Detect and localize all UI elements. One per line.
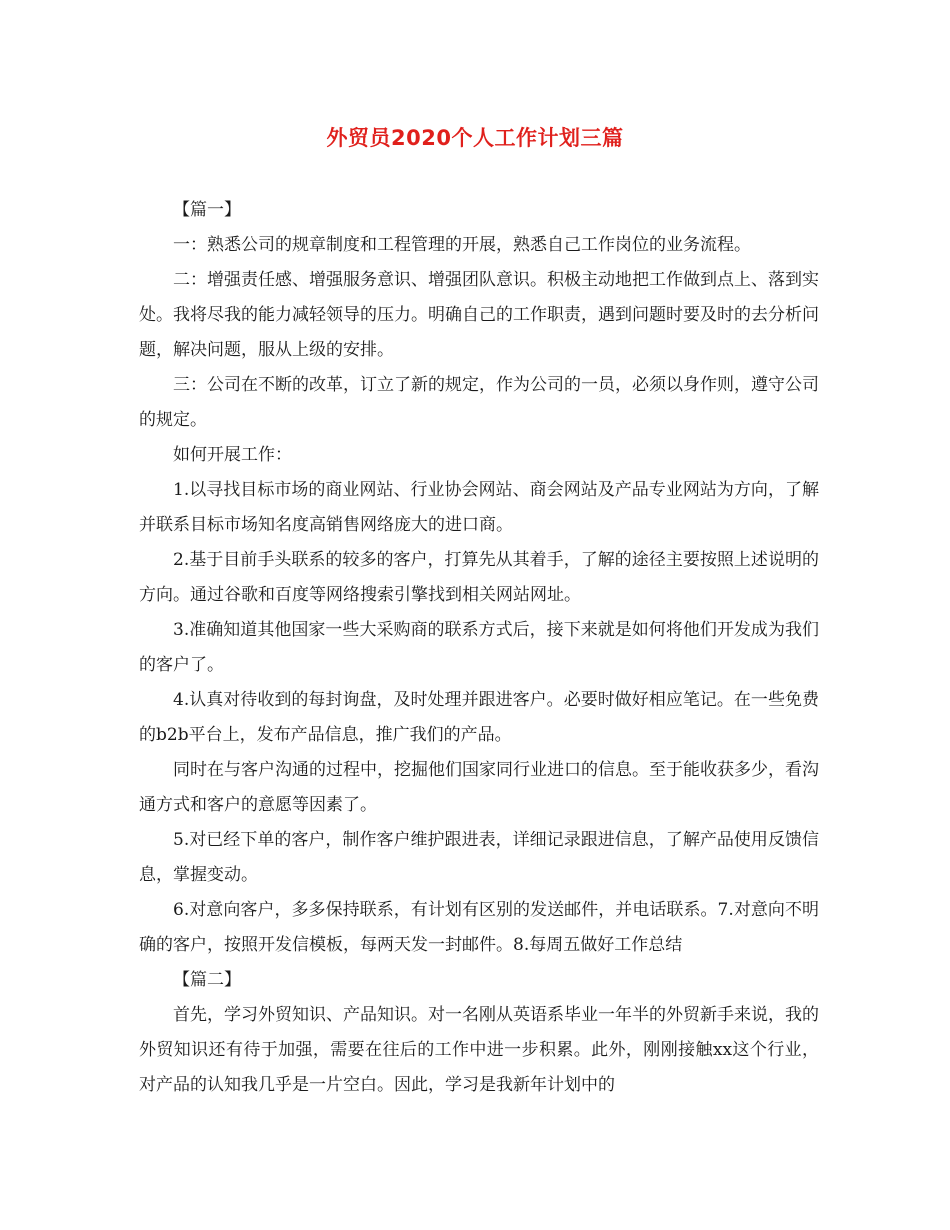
paragraph: 1.以寻找目标市场的商业网站、行业协会网站、商会网站及产品专业网站为方向，了解并联系目标市场知名度高销售网络庞大的进口商。 xyxy=(139,480,819,535)
paragraph: 二：增强责任感、增强服务意识、增强团队意识。积极主动地把工作做到点上、落到实处。我将尽我的能力减轻领导的压力。明确自己的工作职责，遇到问题时要及时的去分析问题，解决问题，服从上级的安排。 xyxy=(139,270,819,360)
section-heading-1: 【篇一】 xyxy=(173,200,241,220)
paragraph: 5.对已经下单的客户，制作客户维护跟进表，详细记录跟进信息，了解产品使用反馈信息，掌握变动。 xyxy=(139,830,819,885)
document-title: 外贸员2020个人工作计划三篇 xyxy=(326,126,624,150)
paragraph: 2.基于目前手头联系的较多的客户，打算先从其着手，了解的途径主要按照上述说明的方向。通过谷歌和百度等网络搜索引擎找到相关网站网址。 xyxy=(139,550,819,605)
paragraph: 4.认真对待收到的每封询盘，及时处理并跟进客户。必要时做好相应笔记。在一些免费的b2b平台上，发布产品信息，推广我们的产品。 xyxy=(139,690,819,745)
paragraph: 同时在与客户沟通的过程中，挖掘他们国家同行业进口的信息。至于能收获多少，看沟通方式和客户的意愿等因素了。 xyxy=(139,760,819,815)
paragraph: 如何开展工作： xyxy=(173,445,292,465)
paragraph: 3.准确知道其他国家一些大采购商的联系方式后，接下来就是如何将他们开发成为我们的客户了。 xyxy=(139,620,819,675)
paragraph: 一：熟悉公司的规章制度和工程管理的开展，熟悉自己工作岗位的业务流程。 xyxy=(173,235,751,255)
section-heading-2: 【篇二】 xyxy=(173,970,241,990)
paragraph: 6.对意向客户，多多保持联系，有计划有区别的发送邮件，并电话联系。7.对意向不明确的客户，按照开发信模板，每两天发一封邮件。8.每周五做好工作总结 xyxy=(139,900,819,955)
paragraph: 首先，学习外贸知识、产品知识。对一名刚从英语系毕业一年半的外贸新手来说，我的外贸知识还有待于加强，需要在往后的工作中进一步积累。此外，刚刚接触xx这个行业，对产品的认知我几乎是一片空白。因此，学习是我新年计划中的 xyxy=(139,1005,819,1095)
document-body xyxy=(139,193,819,1103)
paragraph: 三：公司在不断的改革，订立了新的规定，作为公司的一员，必须以身作则，遵守公司的规定。 xyxy=(139,375,819,430)
